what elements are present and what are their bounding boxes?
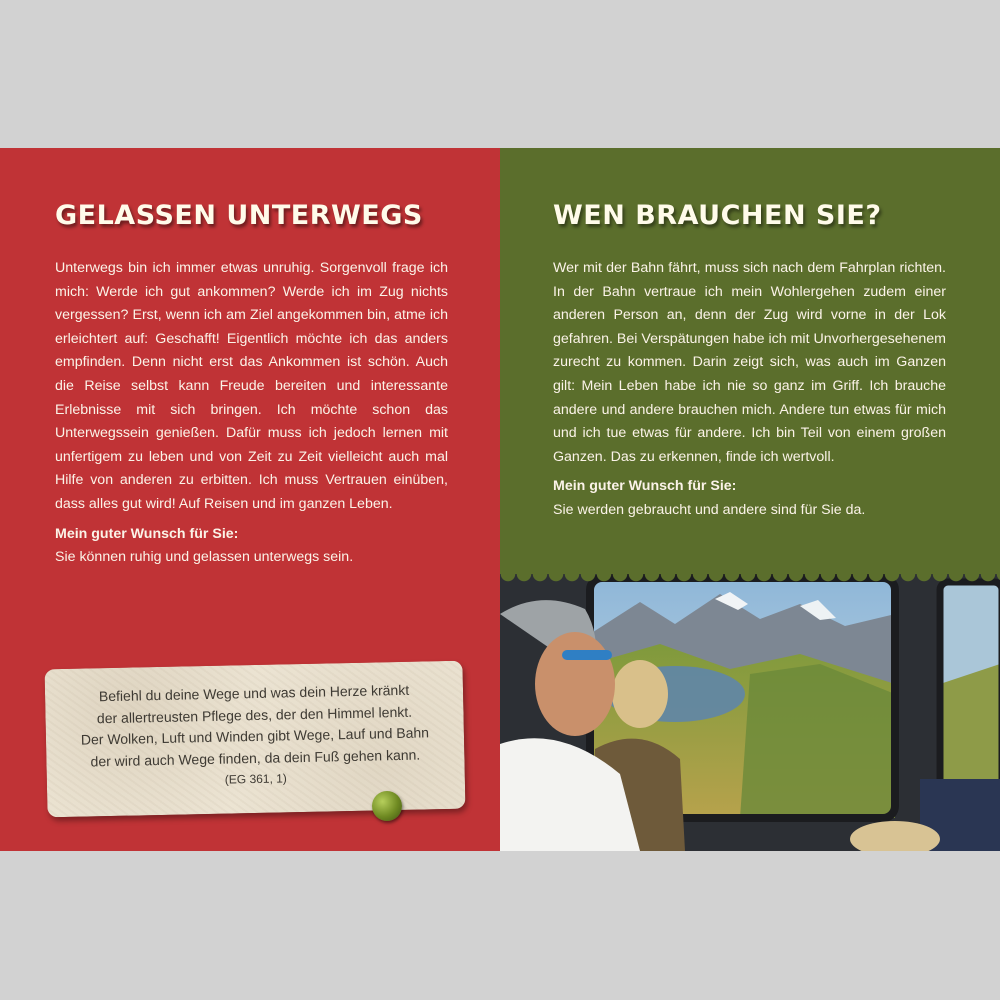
quote-reference: (EG 361, 1) bbox=[224, 771, 287, 787]
quote-line: Der Wolken, Luft und Winden gibt Wege, Lauf und Bahn bbox=[80, 724, 430, 748]
left-paragraph: Unterwegs bin ich immer etwas unruhig. Sorgenvoll frage ich mich: Werde ich gut ankommen? Werde ich im Zug nichts vergessen? Erst, wenn ich am Ziel angekommen bin, atme ich erleichtert auf: Geschafft! Eigentlich möchte ich das anders empfinden. Denn nicht erst das Ankommen ist schön. Auch die Reise selbst kann Freude bereiten und interessante Erlebnisse mit sich bringen. Ich möchte schon das Unterwegssein genießen. Dafür muss ich jedoch lernen mit unfertigem zu leben und von Zeit zu Zeit vielleicht auch mal Hilfe von anderen zu erbitten. Ich muss Vertrauen einüben, dass alles gut wird! Auf Reisen und im ganzen Leben. bbox=[55, 260, 448, 512]
quote-note bbox=[44, 661, 465, 818]
book-spread bbox=[0, 148, 1000, 851]
quote-line: Befiehl du deine Wege und was dein Herze kränkt bbox=[98, 681, 410, 705]
right-heading: WEN BRAUCHEN SIE? bbox=[553, 200, 882, 231]
quote-line: der allertreusten Pflege des, der den Himmel lenkt. bbox=[96, 703, 413, 726]
left-wish-label: Mein guter Wunsch für Sie: bbox=[55, 525, 239, 542]
right-wish-label: Mein guter Wunsch für Sie: bbox=[553, 478, 737, 495]
left-heading: GELASSEN UNTERWEGS bbox=[55, 200, 423, 231]
right-wish-text: Sie werden gebraucht und andere sind für Sie da. bbox=[553, 501, 866, 518]
photo-illustration bbox=[500, 574, 1000, 851]
left-body bbox=[55, 257, 448, 570]
right-paragraph: Wer mit der Bahn fährt, muss sich nach dem Fahrplan richten. In der Bahn vertraue ich mein Wohlergehen zudem einer anderen Person an, denn der Zug wird vorne in der Lok gefahren. Bei Verspätungen habe ich mit Unvorhergesehenem zurecht zu kommen. Darin zeigt sich, was auch im Ganzen gilt: Mein Leben habe ich nie so ganz im Griff. Ich brauche andere und andere brauchen mich. Andere tun etwas für mich und ich tue etwas für andere. Ich bin Teil von einem großen Ganzen. Das zu erkennen, finde ich wertvoll. bbox=[553, 260, 946, 465]
right-body bbox=[553, 257, 946, 523]
left-page bbox=[0, 148, 500, 851]
left-wish-text: Sie können ruhig und gelassen unterwegs sein. bbox=[55, 549, 354, 566]
quote-lines bbox=[45, 679, 465, 795]
right-page bbox=[500, 148, 1000, 851]
train-window-photo bbox=[500, 574, 1000, 851]
pin-icon bbox=[372, 791, 402, 821]
quote-line: der wird auch Wege finden, da dein Fuß gehen kann. bbox=[90, 746, 421, 769]
scalloped-edge bbox=[500, 566, 1000, 582]
